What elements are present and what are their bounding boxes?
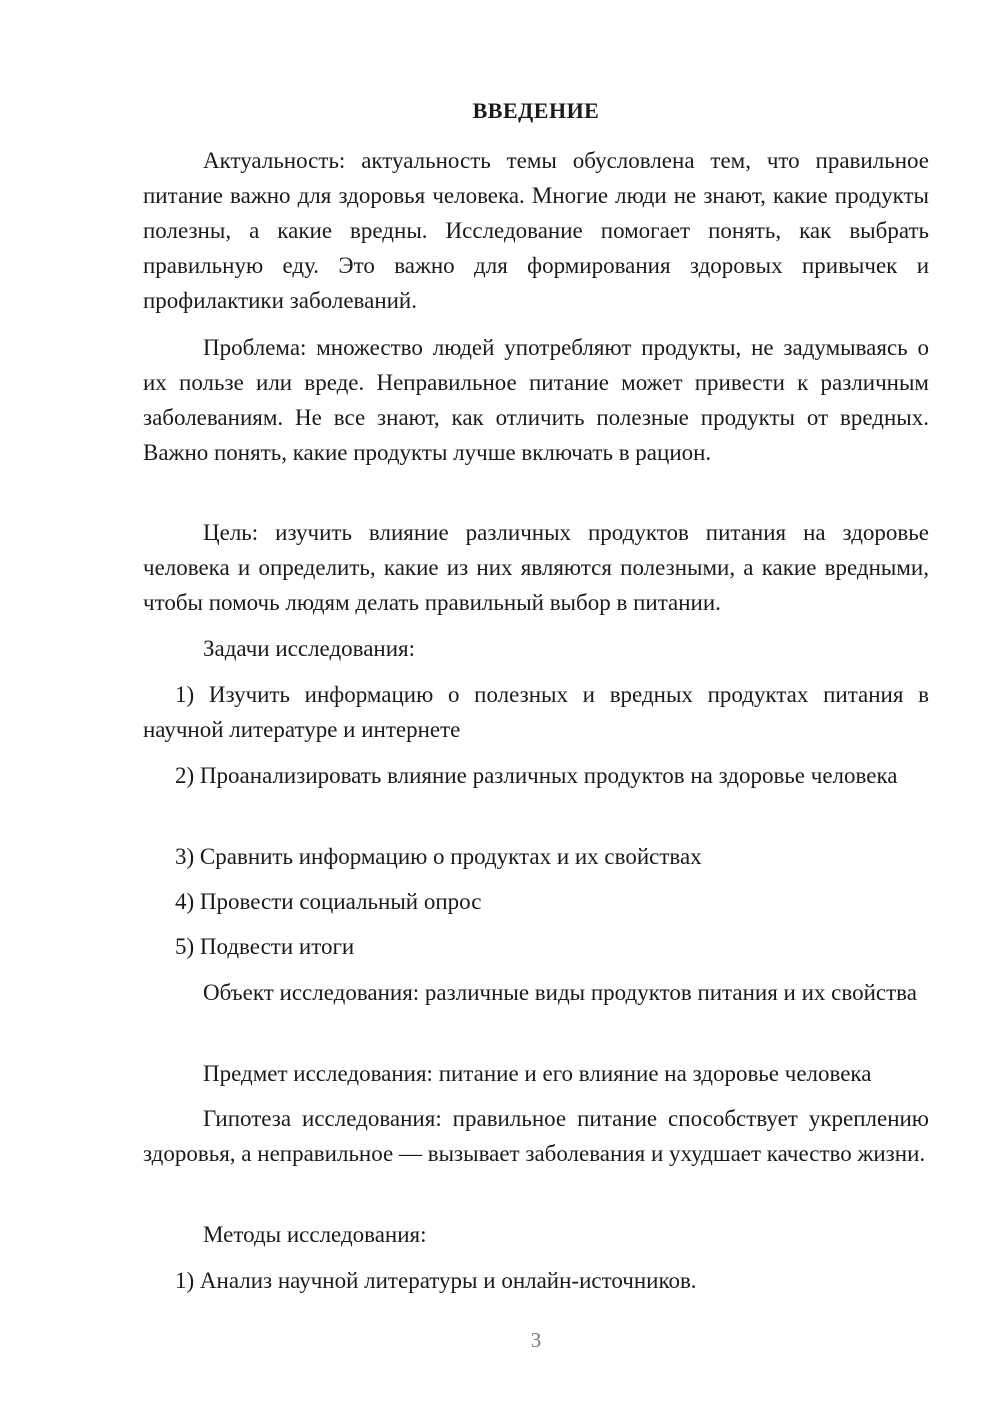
task-item-text: 2) Проанализировать влияние различных продуктов на здоровье человека (175, 763, 898, 788)
hypothesis-paragraph: Гипотеза исследования: правильное питание способствует укреплению здоровья, а неправильное — вызывает заболевания и ухудшает качество жизни. (143, 1106, 929, 1166)
methods-heading-section (143, 1217, 929, 1252)
task-item-text: 3) Сравнить информацию о продуктах и их свойствах (175, 844, 702, 869)
object-section (143, 975, 929, 1010)
task-item (143, 929, 929, 964)
task-item (143, 758, 929, 793)
hypothesis-section (143, 1101, 929, 1171)
page-title: ВВЕДЕНИЕ (472, 98, 600, 123)
problem-paragraph: Проблема: множество людей употребляют продукты, не задумываясь о их пользе или вреде. Неправильное питание может привести к различным заболеваниям. Не все знают, как отличить полезные продукты от вредных. Важно понять, какие продукты лучше включать в рацион. (143, 335, 929, 465)
goal-section (143, 515, 929, 620)
tasks-heading-section (143, 631, 929, 666)
task-item (143, 884, 929, 919)
subject-section (143, 1056, 929, 1091)
method-item (143, 1263, 929, 1298)
task-item-text: 4) Провести социальный опрос (175, 889, 482, 914)
task-item-text: 1) Изучить информацию о полезных и вредных продуктах питания в научной литературе и интернете (143, 682, 929, 742)
task-item (143, 677, 929, 747)
object-paragraph: Объект исследования: различные виды продуктов питания и их свойства (203, 980, 917, 1005)
page-number: 3 (530, 1328, 542, 1352)
relevance-section (143, 143, 929, 318)
task-item (143, 839, 929, 874)
methods-heading: Методы исследования: (203, 1222, 427, 1247)
tasks-heading: Задачи исследования: (203, 636, 416, 661)
task-item-text: 5) Подвести итоги (175, 934, 355, 959)
method-item-text: 1) Анализ научной литературы и онлайн-источников. (175, 1268, 697, 1293)
subject-paragraph: Предмет исследования: питание и его влияние на здоровье человека (203, 1061, 872, 1086)
relevance-paragraph: Актуальность: актуальность темы обусловлена тем, что правильное питание важно для здоровья человека. Многие люди не знают, какие продукты полезны, а какие вредны. Исследование помогает понять, как выбрать правильную еду. Это важно для формирования здоровых привычек и профилактики заболеваний. (143, 148, 929, 313)
problem-section (143, 330, 929, 470)
goal-paragraph: Цель: изучить влияние различных продуктов питания на здоровье человека и определить, какие из них являются полезными, а какие вредными, чтобы помочь людям делать правильный выбор в питании. (143, 520, 929, 615)
